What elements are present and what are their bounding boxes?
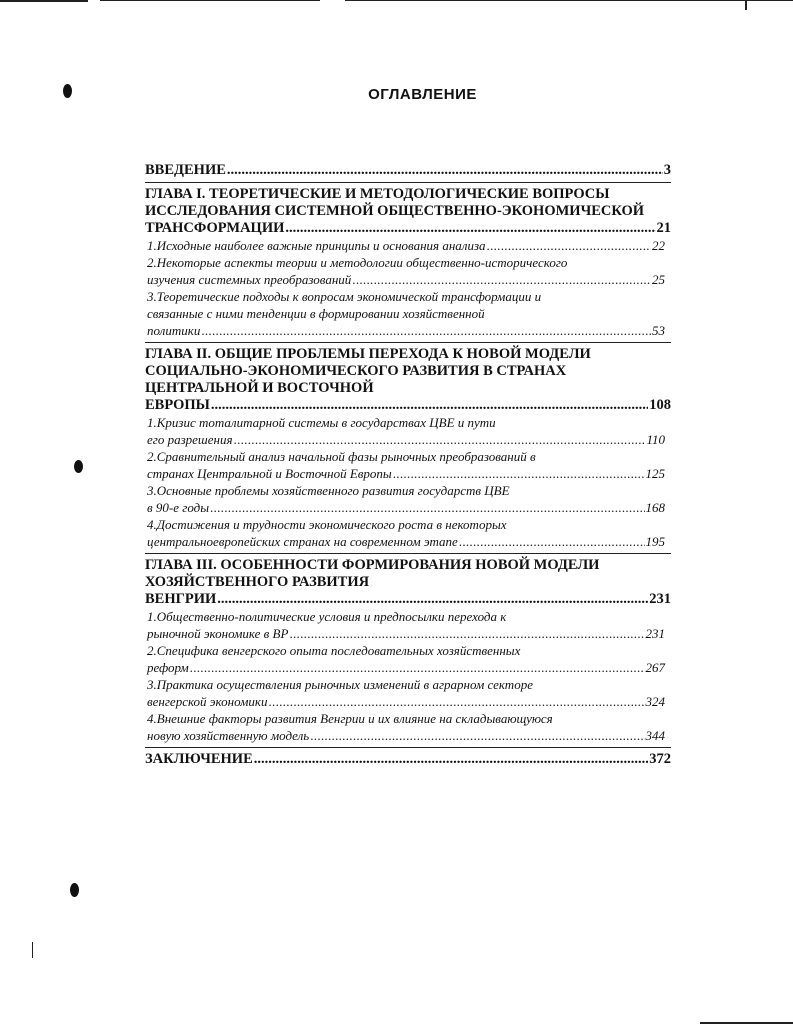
section-2-3-page: 168 bbox=[645, 500, 665, 515]
section-1-3-title-line-2: связанные с ними тенденции в формировании хозяйственной bbox=[147, 306, 485, 321]
section-2-2-page: 125 bbox=[645, 466, 665, 481]
section-3-3-title-line-2: венгерской экономики bbox=[147, 694, 268, 709]
toc-section-1-3[interactable] bbox=[147, 288, 665, 339]
dot-leader bbox=[234, 431, 646, 448]
conclusion-page: 372 bbox=[649, 751, 671, 767]
toc-section-2-3[interactable] bbox=[147, 482, 665, 516]
section-3-2-title-line-2: реформ bbox=[147, 660, 189, 675]
section-3-1-page: 231 bbox=[645, 626, 665, 641]
dot-leader bbox=[310, 727, 644, 744]
binding-hole-middle bbox=[74, 460, 83, 473]
section-3-1-title-line-1: 1.Общественно-политические условия и предпосылки перехода к bbox=[147, 609, 507, 624]
section-2-3-title-line-2: в 90-е годы bbox=[147, 500, 210, 515]
toc-section-1-2[interactable] bbox=[147, 254, 665, 288]
section-1-1-page: 22 bbox=[652, 238, 665, 253]
introduction-label: ВВЕДЕНИЕ bbox=[145, 162, 226, 178]
chapter-1-title-line-2: ИССЛЕДОВАНИЯ СИСТЕМНОЙ ОБЩЕСТВЕННО-ЭКОНОМИЧЕСКОЙ bbox=[145, 203, 645, 219]
section-1-2-title-line-2: изучения системных преобразований bbox=[147, 272, 352, 287]
dot-leader bbox=[393, 465, 645, 482]
section-1-3-page: 53 bbox=[652, 323, 665, 338]
section-1-3-title-line-1: 3.Теоретические подходы к вопросам экономической трансформации и bbox=[147, 289, 542, 304]
scan-border-line-left bbox=[0, 0, 88, 2]
toc-section-3-3[interactable] bbox=[147, 676, 665, 710]
introduction-page: 3 bbox=[663, 162, 671, 178]
section-2-1-page: 110 bbox=[646, 432, 665, 447]
section-2-3-title-line-1: 3.Основные проблемы хозяйственного развития государств ЦВЕ bbox=[147, 483, 510, 498]
scan-border-line-top bbox=[100, 0, 320, 1]
chapter-2-page: 108 bbox=[649, 397, 671, 413]
chapter-3-title-line-1: ГЛАВА III. ОСОБЕННОСТИ ФОРМИРОВАНИЯ НОВОЙ МОДЕЛИ bbox=[145, 557, 600, 573]
dot-leader bbox=[211, 397, 648, 414]
section-3-3-title-line-1: 3.Практика осуществления рыночных изменений в аграрном секторе bbox=[147, 677, 533, 692]
dot-leader bbox=[227, 162, 663, 179]
section-2-1-title-line-1: 1.Кризис тоталитарной системы в государствах ЦВЕ и пути bbox=[147, 415, 496, 430]
table-of-contents bbox=[145, 162, 671, 768]
chapter-2-title-line-2: СОЦИАЛЬНО-ЭКОНОМИЧЕСКОГО РАЗВИТИЯ В СТРАНАХ bbox=[145, 363, 567, 379]
dot-leader bbox=[352, 271, 651, 288]
chapter-3-title-line-2: ХОЗЯЙСТВЕННОГО РАЗВИТИЯ bbox=[145, 574, 370, 590]
toc-conclusion[interactable] bbox=[145, 751, 671, 768]
section-2-4-title-line-2: центральноевропейских странах на современном этапе bbox=[147, 534, 458, 549]
toc-chapter-2[interactable] bbox=[145, 346, 671, 414]
chapter-3-title-line-3: ВЕНГРИИ bbox=[145, 591, 217, 607]
chapter-1-title-line-3: ТРАНСФОРМАЦИИ bbox=[145, 220, 285, 236]
chapter-2-title-line-1: ГЛАВА II. ОБЩИЕ ПРОБЛЕМЫ ПЕРЕХОДА К НОВОЙ МОДЕЛИ bbox=[145, 346, 591, 362]
section-3-4-title-line-1: 4.Внешние факторы развития Венгрии и их влияние на складывающуюся bbox=[147, 711, 553, 726]
scan-tick-mark bbox=[32, 942, 33, 958]
dot-leader bbox=[268, 693, 644, 710]
toc-introduction[interactable] bbox=[145, 162, 671, 179]
separator-line bbox=[145, 342, 671, 343]
toc-section-3-2[interactable] bbox=[147, 642, 665, 676]
dot-leader bbox=[190, 659, 645, 676]
section-2-1-title-line-2: его разрешения bbox=[147, 432, 233, 447]
section-2-2-title-line-2: странах Центральной и Восточной Европы bbox=[147, 466, 392, 481]
chapter-2-title-line-4: ЕВРОПЫ bbox=[145, 397, 210, 413]
scan-border-line-right bbox=[345, 0, 793, 1]
chapter-1-title-line-1: ГЛАВА I. ТЕОРЕТИЧЕСКИЕ И МЕТОДОЛОГИЧЕСКИЕ ВОПРОСЫ bbox=[145, 186, 610, 202]
chapter-3-page: 231 bbox=[649, 591, 671, 607]
section-2-2-title-line-1: 2.Сравнительный анализ начальной фазы рыночных преобразований в bbox=[147, 449, 536, 464]
dot-leader bbox=[459, 533, 645, 550]
dot-leader bbox=[487, 237, 651, 254]
chapter-2-title-line-3: ЦЕНТРАЛЬНОЙ И ВОСТОЧНОЙ bbox=[145, 380, 374, 396]
dot-leader bbox=[210, 499, 644, 516]
separator-line bbox=[145, 747, 671, 748]
scan-corner-mark bbox=[745, 0, 747, 10]
toc-section-2-2[interactable] bbox=[147, 448, 665, 482]
section-3-2-title-line-1: 2.Специфика венгерского опыта последовательных хозяйственных bbox=[147, 643, 521, 658]
scan-bottom-line bbox=[700, 1022, 793, 1024]
toc-section-3-4[interactable] bbox=[147, 710, 665, 744]
dot-leader bbox=[217, 591, 648, 608]
toc-chapter-1[interactable] bbox=[145, 186, 671, 237]
conclusion-label: ЗАКЛЮЧЕНИЕ bbox=[145, 751, 253, 767]
page-title: ОГЛАВЛЕНИЕ bbox=[368, 86, 477, 103]
section-3-2-page: 267 bbox=[645, 660, 665, 675]
toc-section-3-1[interactable] bbox=[147, 608, 665, 642]
section-2-4-page: 195 bbox=[645, 534, 665, 549]
dot-leader bbox=[201, 322, 651, 339]
section-3-3-page: 324 bbox=[645, 694, 665, 709]
dot-leader bbox=[289, 625, 644, 642]
chapter-1-page: 21 bbox=[656, 220, 671, 236]
section-3-4-page: 344 bbox=[645, 728, 665, 743]
section-1-1-title: 1.Исходные наиболее важные принципы и основания анализа bbox=[147, 238, 486, 253]
toc-section-2-4[interactable] bbox=[147, 516, 665, 550]
section-3-4-title-line-2: новую хозяйственную модель bbox=[147, 728, 310, 743]
section-2-4-title-line-1: 4.Достижения и трудности экономического роста в некоторых bbox=[147, 517, 507, 532]
toc-chapter-3[interactable] bbox=[145, 557, 671, 608]
section-1-2-title-line-1: 2.Некоторые аспекты теории и методологии общественно-исторического bbox=[147, 255, 568, 270]
section-1-2-page: 25 bbox=[652, 272, 665, 287]
section-1-3-title-line-3: политики bbox=[147, 323, 201, 338]
toc-section-2-1[interactable] bbox=[147, 414, 665, 448]
dot-leader bbox=[254, 751, 648, 768]
separator-line bbox=[145, 182, 671, 183]
dot-leader bbox=[285, 220, 655, 237]
toc-section-1-1[interactable] bbox=[147, 237, 665, 254]
separator-line bbox=[145, 553, 671, 554]
section-3-1-title-line-2: рыночной экономике в ВР bbox=[147, 626, 289, 641]
binding-hole-bottom bbox=[70, 883, 79, 897]
